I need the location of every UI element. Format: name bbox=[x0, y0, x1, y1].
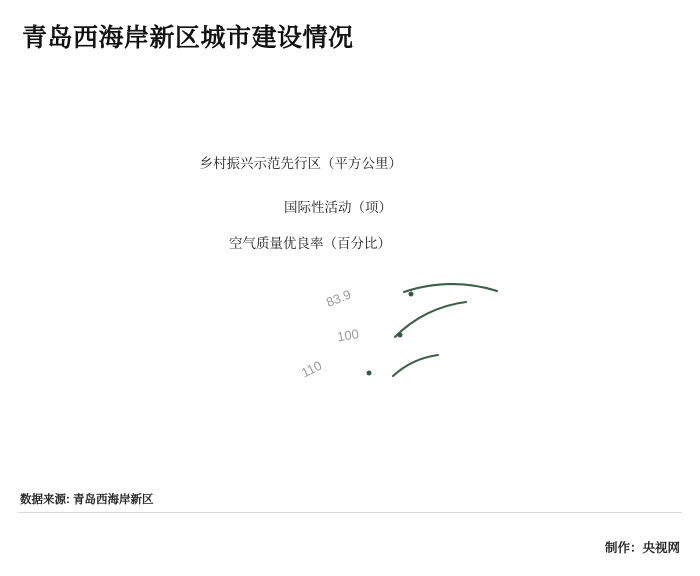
value-label-1: 100 bbox=[336, 326, 360, 345]
data-point-0 bbox=[367, 371, 372, 376]
category-label-2: 空气质量优良率（百分比） bbox=[229, 236, 391, 251]
arc-bar-0 bbox=[404, 284, 497, 292]
category-label-0: 乡村振兴示范先行区（平方公里） bbox=[199, 156, 402, 171]
arc-bar-2 bbox=[393, 355, 438, 376]
footer-divider bbox=[18, 512, 682, 513]
value-label-0: 110 bbox=[298, 357, 325, 381]
value-label-2: 83.9 bbox=[324, 286, 354, 310]
page-title: 青岛西海岸新区城市建设情况 bbox=[22, 24, 354, 52]
category-label-1: 国际性活动（项） bbox=[284, 200, 392, 215]
arc-bar-1 bbox=[395, 302, 466, 337]
arc-bars-svg bbox=[0, 70, 700, 470]
source-note: 数据来源: 青岛西海岸新区 bbox=[20, 494, 154, 506]
plot-area bbox=[0, 70, 700, 470]
data-point-2 bbox=[409, 292, 414, 297]
data-point-1 bbox=[398, 333, 403, 338]
credit-note: 制作：央视网 bbox=[604, 541, 680, 555]
